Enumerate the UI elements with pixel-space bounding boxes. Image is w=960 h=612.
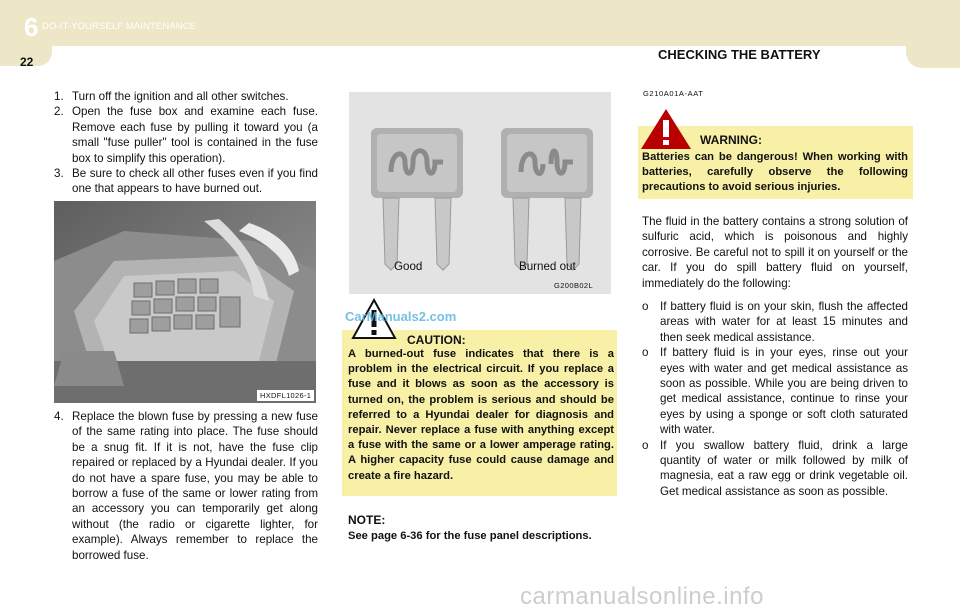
list-item [642, 345, 908, 437]
bullet-text: If battery fluid is on your skin, flush the affected areas with water for at least 15 minutes and then seek medical assistance. [660, 300, 908, 344]
step-1-text: Turn off the ignition and all other switches. [72, 90, 289, 103]
step-2-number: 2. [54, 105, 64, 119]
bullet-marker: o [642, 300, 649, 313]
page-number: 22 [20, 55, 34, 69]
bullet-text: If you swallow battery fluid, drink a large quantity of water or milk followed by milk of magnesia, eat a raw egg or drink vegetable oil. Get medical assistance as soon as possible. [660, 438, 908, 498]
section-code: G210A01A-AAT [643, 89, 704, 98]
step-2-text: Open the fuse box and examine each fuse. Remove each fuse by pulling it toward you (a small "fuse puller" tool is contained in the fuse box to simplify this operation). [72, 105, 318, 165]
step-1 [54, 89, 318, 104]
step-3-number: 3. [54, 167, 64, 181]
list-item [642, 438, 908, 500]
step-3 [54, 166, 318, 197]
steps-list [54, 89, 318, 197]
battery-bullets [642, 299, 908, 499]
photo-code-left: HXDFL1026-1 [257, 390, 314, 401]
footer-watermark: carmanualsonline.info [520, 583, 764, 610]
bullet-marker: o [642, 438, 649, 452]
step-1-number: 1. [54, 90, 64, 103]
note-title: NOTE: [348, 513, 386, 527]
step-2 [54, 104, 318, 166]
battery-intro: The fluid in the battery contains a strong solution of sulfuric acid, which is poisonous and highly corrosive. Be careful not to spill it on yourself or the car. If you do spill battery fluid on yourself, immediately do the following: [642, 215, 908, 290]
step-3-text: Be sure to check all other fuses even if you find one that appears to have burned out. [72, 167, 318, 196]
step-4-number: 4. [54, 410, 64, 423]
caution-text: A burned-out fuse indicates that there is a problem in the electrical circuit. If you replace a fuse and it blows as soon as the accessory is turned on, the problem is serious and should be referred to a Hyundai dealer for diagnosis and repair. Never replace a fuse with anything except a fuse with the same or a lower amperage rating. A higher capacity fuse could cause damage and create a fire hazard. [348, 348, 614, 482]
bullet-marker: o [642, 346, 649, 360]
header-right-tab [906, 46, 960, 68]
site-watermark: CarManuals2.com [345, 309, 457, 324]
warning-title: WARNING: [700, 133, 762, 147]
fuse-box-photo [54, 201, 316, 403]
chapter-number: 6 [24, 12, 39, 42]
warning-triangle-icon [640, 108, 692, 150]
good-fuse-label: Good [394, 260, 423, 273]
bullet-text: If battery fluid is in your eyes, rinse out your eyes with water and get medical assistance as soon as possible. While you are being driven to get medical assistance, continue to rinse your eyes by using a sponge or soft cloth saturated with water. [660, 346, 908, 437]
step-4 [54, 409, 318, 563]
photo-code-middle: G200B02L [554, 281, 594, 290]
fuse-comparison-photo [349, 92, 611, 294]
note-text: See page 6-36 for the fuse panel descriptions. [348, 530, 592, 542]
caution-title: CAUTION: [407, 333, 466, 347]
chapter-title: DO-IT-YOURSELF MAINTENANCE [42, 21, 197, 32]
step-4-text: Replace the blown fuse by pressing a new fuse of the same rating into place. The fuse should be a snug fit. If it is not, have the fuse clip repaired or replaced by a Hyundai dealer. If you do not have a spare fuse, you may be able to borrow a fuse of the same or lower rating from an accessory you can temporarily get along without (the radio or cigarette lighter, for example). Always remember to replace the borrowed fuse. [72, 410, 318, 562]
warning-text: Batteries can be dangerous! When working with batteries, carefully observe the following precautions to avoid serious injuries. [642, 151, 908, 194]
fuse-box-illustration [54, 201, 316, 403]
list-item [642, 299, 908, 345]
burned-fuse-label: Burned out [519, 260, 576, 273]
section-title: CHECKING THE BATTERY [658, 47, 821, 62]
